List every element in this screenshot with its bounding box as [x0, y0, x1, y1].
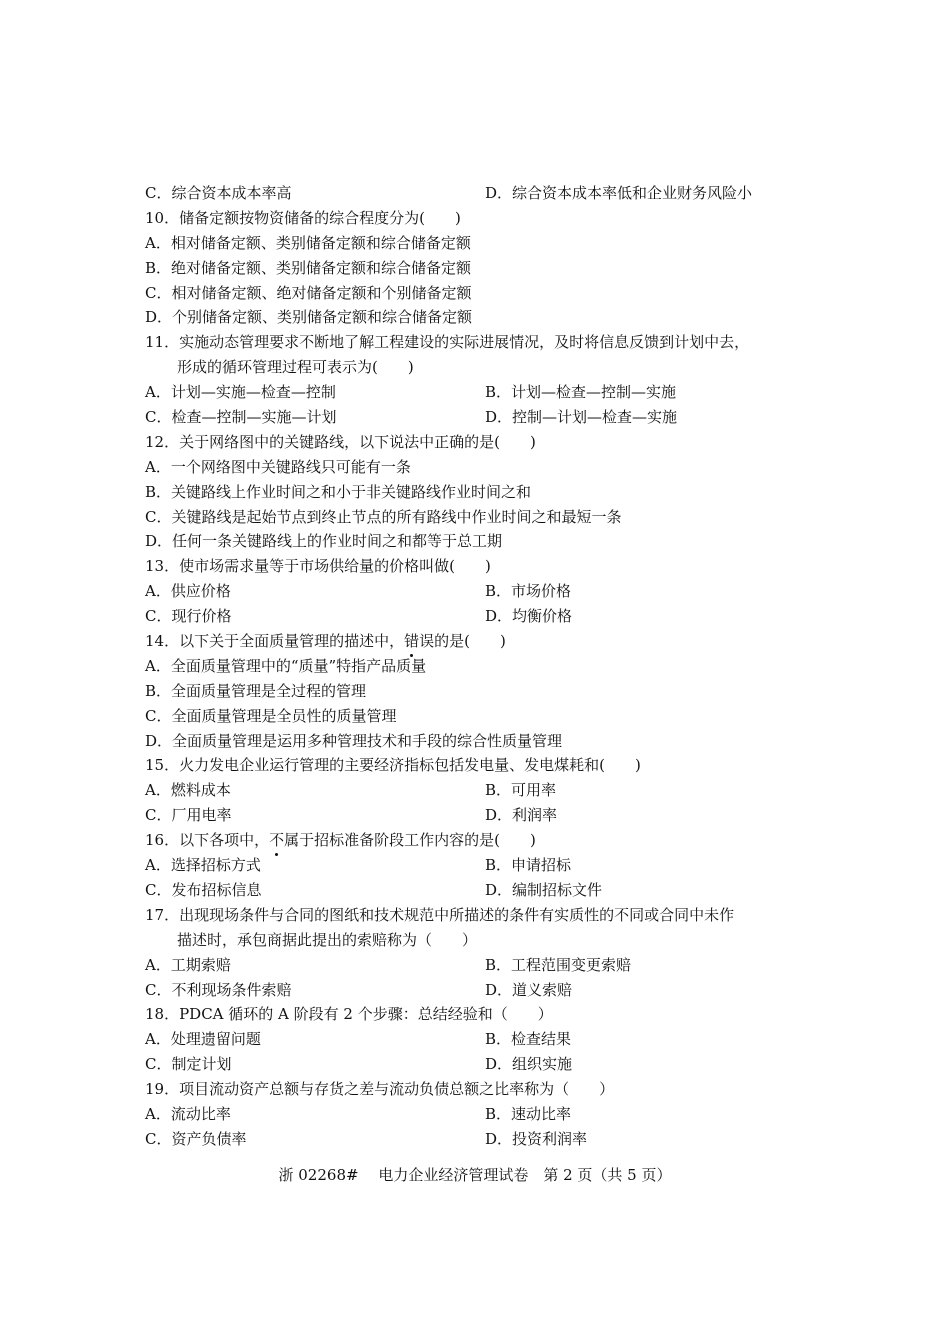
option-right: D．组织实施 — [485, 1055, 573, 1074]
exam-line — [145, 953, 825, 978]
option-left: C．资产负债率 — [145, 1129, 247, 1148]
option-left: A．计划—实施—检查—控制 — [145, 383, 336, 402]
emphasis-mark: 不 — [269, 828, 284, 853]
exam-line — [145, 1027, 825, 1052]
exam-line: 12．关于网络图中的关键路线，以下说法中正确的是( ) — [145, 432, 536, 451]
exam-line — [145, 853, 825, 878]
option-right: B．申请招标 — [485, 856, 572, 875]
exam-line — [145, 803, 825, 828]
exam-content — [145, 181, 825, 1152]
exam-line: D．任何一条关键路线上的作业时间之和都等于总工期 — [145, 532, 503, 551]
option-left: C．检查—控制—实施—计划 — [145, 408, 337, 427]
exam-line — [145, 778, 825, 803]
exam-line — [145, 1052, 825, 1077]
option-left: A．燃料成本 — [145, 781, 231, 800]
exam-line: D．个别储备定额、类别储备定额和综合储备定额 — [145, 308, 473, 327]
option-left: A．处理遗留问题 — [145, 1030, 261, 1049]
option-left: C．制定计划 — [145, 1055, 232, 1074]
exam-line: C．关键路线是起始节点到终止节点的所有路线中作业时间之和最短一条 — [145, 507, 622, 526]
option-right: D．综合资本成本率低和企业财务风险小 — [485, 184, 753, 202]
exam-line — [145, 629, 825, 654]
page-footer: 浙 02268# 电力企业经济管理试卷 第 2 页（共 5 页） — [278, 1166, 672, 1184]
exam-line: C．相对储备定额、绝对储备定额和个别储备定额 — [145, 283, 472, 302]
option-right: B．市场价格 — [485, 582, 572, 601]
option-left: A．工期索赔 — [145, 955, 231, 974]
exam-line — [145, 380, 825, 405]
option-left: C．厂用电率 — [145, 806, 232, 825]
option-right: B．可用率 — [485, 781, 557, 800]
option-right: B．计划—检查—控制—实施 — [485, 383, 677, 402]
option-left: C．现行价格 — [145, 607, 232, 626]
exam-line — [145, 604, 825, 629]
question-text: 属于招标准备阶段工作内容的是( ) — [284, 831, 536, 850]
exam-line — [145, 828, 825, 853]
option-left: A．供应价格 — [145, 582, 231, 601]
option-right: D．利润率 — [485, 806, 558, 825]
question-text: 16．以下各项中， — [145, 831, 270, 850]
option-right: D．投资利润率 — [485, 1129, 588, 1148]
exam-line: 19．项目流动资产总额与存货之差与流动负债总额之比率称为（ ） — [145, 1080, 615, 1099]
option-left: C．综合资本成本率高 — [145, 184, 292, 202]
exam-line — [145, 878, 825, 903]
option-right: D．道义索赔 — [485, 980, 573, 999]
exam-line: 描述时，承包商据此提出的索赔称为（ ） — [177, 930, 478, 949]
exam-line: 11．实施动态管理要求不断地了解工程建设的实际进展情况，及时将信息反馈到计划中去， — [145, 333, 750, 352]
exam-line: A．一个网络图中关键路线只可能有一条 — [145, 457, 411, 476]
option-right: D．编制招标文件 — [485, 880, 603, 899]
option-right: B．速动比率 — [485, 1104, 572, 1123]
option-right: D．控制—计划—检查—实施 — [485, 408, 678, 427]
option-left: A．选择招标方式 — [145, 856, 261, 875]
exam-line: 13．使市场需求量等于市场供给量的价格叫做( ) — [145, 557, 491, 576]
option-left: C．不利现场条件索赔 — [145, 980, 292, 999]
exam-line: D．全面质量管理是运用多种管理技术和手段的综合性质量管理 — [145, 731, 563, 750]
option-left: C．发布招标信息 — [145, 880, 262, 899]
exam-line: A．相对储备定额、类别储备定额和综合储备定额 — [145, 233, 471, 252]
exam-line: 15．火力发电企业运行管理的主要经济指标包括发电量、发电煤耗和( ) — [145, 756, 641, 775]
option-right: B．检查结果 — [485, 1030, 572, 1049]
exam-line: 17．出现现场条件与合同的图纸和技术规范中所描述的条件有实质性的不同或合同中未作 — [145, 905, 735, 924]
option-right: D．均衡价格 — [485, 607, 573, 626]
exam-line — [145, 405, 825, 430]
exam-line: B．全面质量管理是全过程的管理 — [145, 681, 367, 700]
exam-line — [145, 1102, 825, 1127]
exam-line — [145, 579, 825, 604]
exam-line: B．关键路线上作业时间之和小于非关键路线作业时间之和 — [145, 482, 532, 501]
exam-line: 18．PDCA 循环的 A 阶段有 2 个步骤：总结经验和（ ） — [145, 1005, 553, 1024]
exam-line: A．全面质量管理中的“质量”特指产品质量 — [145, 656, 427, 675]
exam-line: 10．储备定额按物资储备的综合程度分为( ) — [145, 208, 461, 227]
exam-line — [145, 978, 825, 1003]
question-text: 14．以下关于全面质量管理的描述中， — [145, 632, 405, 651]
option-right: B．工程范围变更索赔 — [485, 955, 632, 974]
question-text: 误的是( ) — [419, 632, 506, 651]
exam-line: 形成的循环管理过程可表示为( ) — [177, 358, 414, 377]
exam-line: C．全面质量管理是全员性的质量管理 — [145, 706, 397, 725]
exam-line — [145, 181, 825, 206]
emphasis-mark: 错 — [404, 629, 419, 654]
option-left: A．流动比率 — [145, 1104, 231, 1123]
exam-line — [145, 1127, 825, 1152]
exam-line: B．绝对储备定额、类别储备定额和综合储备定额 — [145, 258, 472, 277]
